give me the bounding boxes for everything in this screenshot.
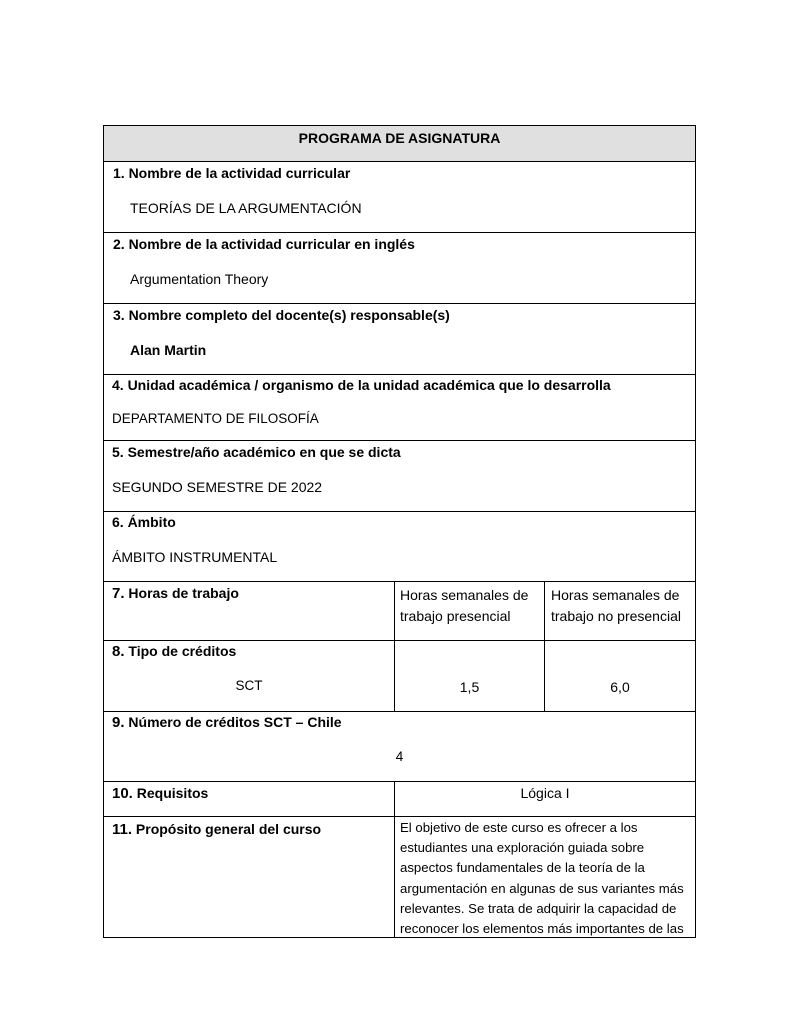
section-9-number: 9. [112, 714, 125, 731]
section-10-text: Requisitos [136, 785, 209, 801]
page-title: PROGRAMA DE ASIGNATURA [298, 130, 501, 146]
purpose-line: relevantes. Se trata de adquirir la capacidad de [400, 900, 677, 916]
credits-no-presencial-value: 6,0 [610, 679, 630, 695]
section-8-label [112, 643, 236, 660]
row-divider [103, 816, 696, 817]
purpose-line: reconocer los elementos más importantes de las [400, 921, 684, 937]
row-divider [103, 711, 696, 712]
hours-no-presencial-line: trabajo no presencial [551, 608, 681, 624]
course-name-english-value: Argumentation Theory [130, 271, 269, 287]
section-8-number: 8. [112, 643, 125, 660]
course-name-value: TEORÍAS DE LA ARGUMENTACIÓN [130, 200, 362, 216]
section-3-label: 3. Nombre completo del docente(s) responsable(s) [113, 307, 450, 323]
row-divider [103, 581, 696, 582]
scope-value: ÁMBITO INSTRUMENTAL [112, 549, 278, 565]
section-1-label: 1. Nombre de la actividad curricular [113, 165, 351, 181]
semester-value: SEGUNDO SEMESTRE DE 2022 [112, 479, 323, 495]
row-divider [103, 781, 696, 782]
course-purpose-text [400, 818, 690, 939]
section-11-number: 11. [112, 821, 133, 838]
credits-number-value: 4 [395, 749, 404, 764]
section-8-text: Tipo de créditos [128, 643, 237, 659]
hours-presencial-line: Horas semanales de [400, 587, 529, 603]
instructor-name-value: Alan Martin [130, 342, 207, 358]
department-value: DEPARTAMENTO DE FILOSOFÍA [112, 411, 319, 426]
requirements-value: Lógica I [520, 785, 570, 801]
section-7-text: Horas de trabajo [128, 585, 239, 601]
section-4-label: 4. Unidad académica / organismo de la unidad académica que lo desarrolla [112, 377, 611, 393]
section-11-label [112, 821, 321, 838]
section-7-label [112, 585, 239, 602]
purpose-line: El objetivo de este curso es ofrecer a los [400, 820, 638, 835]
purpose-line: argumentación en algunas de sus variantes más [400, 880, 684, 896]
row-divider [103, 374, 696, 375]
section-9-text: Número de créditos SCT – Chile [128, 714, 342, 730]
hours-presencial-line: trabajo presencial [400, 608, 511, 624]
section-5-label: 5. Semestre/año académico en que se dicta [112, 444, 401, 460]
section-10-number: 10. [112, 785, 133, 802]
row-divider [103, 232, 696, 233]
hours-presencial-header [400, 585, 528, 627]
section-9-label [112, 714, 342, 731]
section-10-label [112, 785, 208, 802]
section-11-text: Propósito general del curso [135, 821, 322, 837]
section-6-label: 6. Ámbito [112, 514, 176, 530]
credits-presencial-value: 1,5 [459, 679, 480, 695]
row-divider [103, 511, 696, 512]
row-divider [103, 303, 696, 304]
hours-no-presencial-header [551, 585, 681, 627]
row-divider [103, 440, 696, 441]
purpose-line: aspectos fundamentales de la teoría de la [400, 860, 645, 876]
column-divider [394, 781, 395, 938]
purpose-line: estudiantes una exploración guiada sobre [400, 840, 645, 856]
section-7-number: 7. [112, 585, 125, 602]
credit-type-value: SCT [235, 678, 263, 693]
row-divider [103, 161, 696, 162]
section-2-label: 2. Nombre de la actividad curricular en inglés [113, 236, 415, 252]
hours-no-presencial-line: Horas semanales de [551, 587, 680, 603]
row-divider [103, 640, 696, 641]
